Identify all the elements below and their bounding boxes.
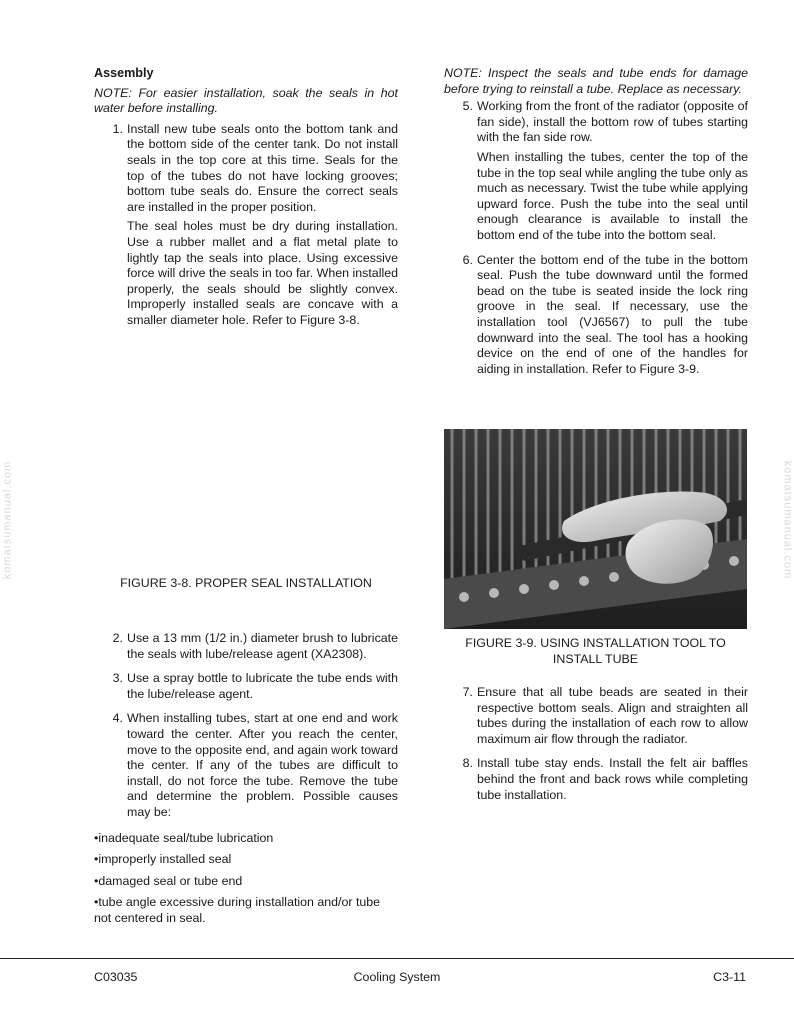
watermark-right: komatsumanual.com: [780, 460, 793, 580]
cause-bullet: •improperly installed seal: [94, 852, 232, 867]
step-number: 7.: [462, 685, 473, 699]
step-3: [94, 671, 398, 706]
figure-3-9-caption: [444, 635, 747, 667]
left-column: [94, 66, 398, 333]
step-text: Use a 13 mm (1/2 in.) diameter brush to lubricate the seals with lube/release agent (XA2308).: [127, 631, 398, 661]
step-7: [444, 685, 748, 751]
step-number: 1.: [112, 121, 123, 136]
figure-3-9-caption-line1: FIGURE 3-9. USING INSTALLATION TOOL TO: [465, 636, 726, 650]
right-column-lower: [444, 680, 748, 807]
section-heading: Assembly: [94, 66, 154, 80]
right-column: [444, 66, 748, 381]
step-4: [94, 711, 398, 824]
cause-bullet: •damaged seal or tube end: [94, 873, 243, 888]
step-text: Install new tube seals onto the bottom tank and the bottom side of the center tank. Do not install seals in the top core at this time. Seals for the top of the tubes do not have locking grooves; bottom tube seals do. Ensure the correct seals are installed in the proper position.: [127, 121, 398, 214]
step-text: Ensure that all tube beads are seated in their respective bottom seals. Align and straighten all tubes during the installation of each row to allow maximum air flow through the radiator.: [477, 685, 748, 746]
step-text: Install tube stay ends. Install the felt air baffles behind the front and back rows while completing tube installation.: [477, 756, 748, 802]
footer-section-title: Cooling System: [353, 970, 441, 984]
step-number: 4.: [112, 711, 123, 726]
step-text: Working from the front of the radiator (opposite of fan side), install the bottom row of tubes starting with the fan side row.: [477, 99, 748, 145]
installation-photo-illustration: [444, 429, 747, 629]
step-number: 5.: [462, 99, 473, 114]
step-text-continued: When installing the tubes, center the top of the tube in the top seal while angling the tube only as much as necessary. Twist the tube while applying upward force. Push the tube into the seal until enough clearance is available to install the bottom end of the tube into the bottom seal.: [477, 149, 748, 242]
figure-3-9-photo: [444, 429, 747, 629]
watermark-left: komatsumanual.com: [1, 460, 14, 580]
step-8: [444, 756, 748, 807]
step-number: 2.: [112, 631, 123, 645]
step-1: [94, 122, 398, 333]
cause-bullet: •tube angle excessive during installation and/or tube not centered in seal.: [94, 895, 381, 925]
inspect-note: NOTE: Inspect the seals and tube ends for damage before trying to reinstall a tube. Replace as necessary.: [444, 66, 748, 96]
step-number: 8.: [462, 756, 473, 771]
figure-3-9-caption-line2: INSTALL TUBE: [552, 652, 639, 666]
cause-bullet: •inadequate seal/tube lubrication: [94, 830, 274, 845]
left-column-lower: [94, 626, 398, 932]
step-text-continued: The seal holes must be dry during installation. Use a rubber mallet and a flat metal plate to lightly tap the seals into place. Using excessive force will drive the seals in too far. When installed properly, the seals should be slightly convex. Improperly installed seals are concave with a smaller diameter hole. Refer to Figure 3-8.: [127, 219, 398, 327]
step-number: 6.: [462, 252, 473, 267]
step-text: Use a spray bottle to lubricate the tube ends with the lube/release agent.: [127, 671, 398, 701]
step-number: 3.: [112, 671, 123, 686]
step-6: [444, 253, 748, 382]
footer-divider: [0, 958, 794, 959]
figure-3-8-caption: FIGURE 3-8. PROPER SEAL INSTALLATION: [120, 576, 372, 590]
assembly-note: NOTE: For easier installation, soak the seals in hot water before installing.: [94, 85, 398, 116]
footer-document-id: C03035: [94, 970, 138, 984]
step-text: Center the bottom end of the tube in the bottom seal. Push the tube downward until the formed bead on the tube is seated inside the lock ring groove in the seal. If necessary, use the installation tool (VJ6567) to pull the tube downward into the seal. The tool has a hooking device on the end of one of the handles for aiding in installation. Refer to Figure 3-9.: [477, 252, 748, 376]
step-2: [94, 631, 398, 666]
step-text: When installing tubes, start at one end and work toward the center. After you reach the center, move to the opposite end, and again work toward the center. If any of the tubes are difficult to install, do not force the tube. Remove the tube and determine the problem. Possible causes may be:: [127, 711, 398, 819]
step-5: [444, 99, 748, 247]
footer-page-number: C3-11: [713, 970, 746, 984]
